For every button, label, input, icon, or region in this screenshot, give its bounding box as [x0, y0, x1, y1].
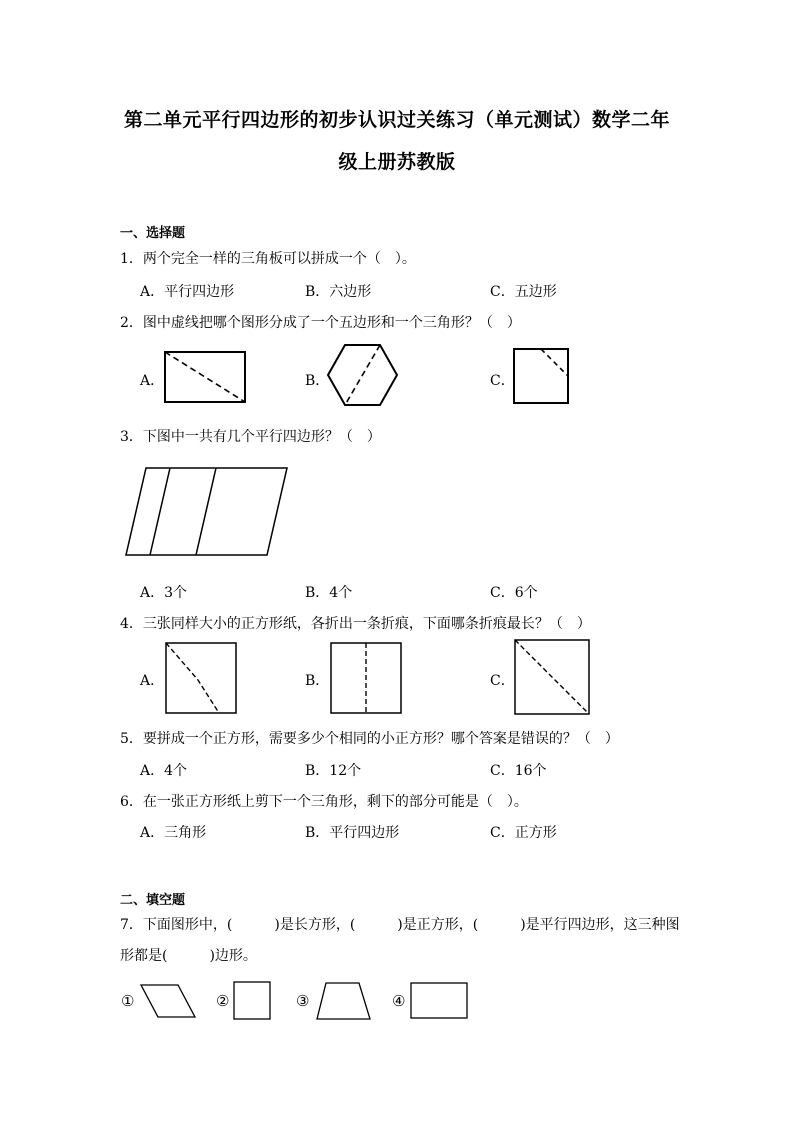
section-choice-heading: 一、选择题 [120, 226, 186, 241]
section-fill-heading: 二、填空题 [120, 893, 186, 908]
q5-option-b: B．12个 [305, 763, 362, 779]
q3-option-a: A．3个 [140, 585, 188, 601]
q7-shape-4-number: ④ [392, 992, 406, 1010]
question-3: 3．下图中一共有几个平行四边形？（ ） [120, 429, 381, 445]
q3-parallelogram-figure [120, 462, 295, 562]
q5-option-c: C．16个 [490, 763, 547, 779]
q1-option-a: A．平行四边形 [140, 284, 235, 300]
q4-option-a: A． [140, 673, 165, 689]
question-6: 6．在一张正方形纸上剪下一个三角形，剩下的部分可能是（ ）。 [120, 794, 528, 810]
q4-square-b-figure [327, 640, 407, 716]
q2-rectangle-figure [160, 345, 260, 415]
q7-shape-2-number: ② [216, 992, 230, 1010]
question-5: 5．要拼成一个正方形，需要多少个相同的小正方形？哪个答案是错误的？（ ） [120, 731, 619, 747]
q2-square-figure [510, 345, 580, 415]
q3-option-c: C．6个 [490, 585, 538, 601]
q4-square-a-figure [162, 640, 242, 716]
q7-shape-1-parallelogram [138, 982, 198, 1022]
q2-option-a: A． [140, 373, 165, 389]
q6-option-c: C．正方形 [490, 825, 557, 841]
q7-shape-4-rectangle [409, 981, 471, 1021]
q7-shape-3-trapezoid [314, 980, 374, 1022]
question-4: 4．三张同样大小的正方形纸，各折出一条折痕，下面哪条折痕最长？（ ） [120, 616, 591, 632]
q6-option-a: A．三角形 [140, 825, 207, 841]
q2-option-c: C． [490, 373, 515, 389]
q4-square-c-figure [512, 638, 594, 718]
q7-shape-1-number: ① [121, 992, 135, 1010]
q4-option-c: C． [490, 673, 515, 689]
q6-option-b: B．平行四边形 [305, 825, 400, 841]
page-title-line2: 级上册苏教版 [338, 151, 456, 173]
page-title-line1: 第二单元平行四边形的初步认识过关练习（单元测试）数学二年 [123, 109, 670, 131]
q2-hexagon-figure [325, 340, 405, 415]
q2-option-b: B． [305, 373, 330, 389]
question-2: 2．图中虚线把哪个图形分成了一个五边形和一个三角形？（ ） [120, 315, 521, 331]
q7-shape-2-square [232, 980, 274, 1022]
q1-option-b: B．六边形 [305, 284, 372, 300]
q7-shape-3-number: ③ [296, 992, 310, 1010]
q1-option-c: C．五边形 [490, 284, 557, 300]
q3-option-b: B．4个 [305, 585, 353, 601]
q4-option-b: B． [305, 673, 330, 689]
question-7-line1: 7．下面图形中，( )是长方形，( )是正方形，( )是平行四边形，这三种图 [120, 917, 680, 933]
q5-option-a: A．4个 [140, 763, 188, 779]
question-7-line2: 形都是( )边形。 [120, 948, 257, 964]
question-1: 1．两个完全一样的三角板可以拼成一个（ ）。 [120, 251, 416, 267]
